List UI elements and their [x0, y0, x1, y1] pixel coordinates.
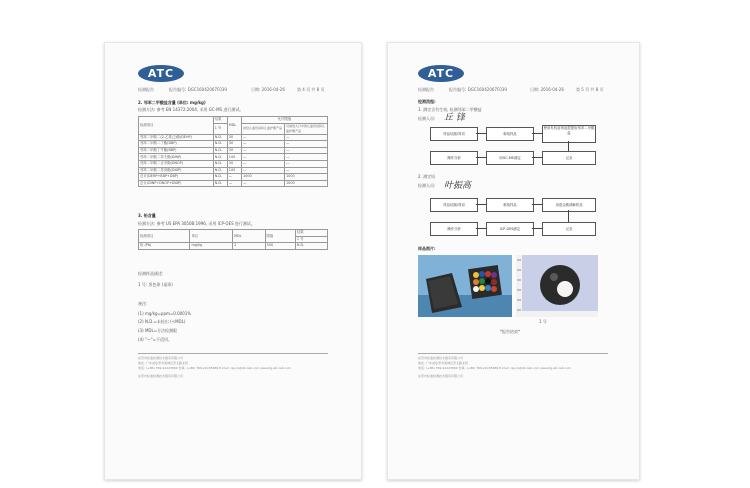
- flow-1-signature: 丘 锋: [444, 113, 465, 123]
- sample-item: 1 号: 黑色球 (桌球): [138, 282, 173, 287]
- col-header-sample: 1 号: [213, 123, 227, 134]
- page-number: 第 4 页 共 8 页: [297, 87, 325, 92]
- flow-2-person: 检测人员:: [418, 183, 436, 188]
- footer-line: 电话: (+86) 769-22223569 传真: (+86) 769-22225689 E-mail: dg-cs@atc-lab.com www.dg-atc-lab.com: [418, 366, 571, 370]
- flow-2-step: 称取样品: [486, 198, 534, 212]
- report-number: 报告编号: DGC16042007F039: [449, 87, 507, 92]
- flow-arrow: [476, 204, 486, 205]
- photo-caption-end: *报告结束*: [500, 329, 520, 334]
- flow-arrow: [532, 204, 542, 205]
- note-line: (4) "—"=不适用。: [138, 337, 172, 342]
- col-header-result: 结果: [213, 117, 227, 124]
- flow-2-step: 用混合酸消解样品: [542, 198, 596, 212]
- flow-arrow: [532, 228, 542, 229]
- table-row: 总计(DINP+DNOP+DIDP) N.D. — — 1000: [139, 180, 328, 187]
- footer-company: 东莞市标准检测技术服务有限公司: [138, 374, 184, 378]
- table-row: 邻苯二甲酸二(2-乙基己)酯(DEHP) N.D. 30 — —: [139, 134, 328, 141]
- table-row: 铅 (Pb) mg/kg 2 300 N.D.: [139, 243, 328, 250]
- notes-label: 备注:: [138, 301, 148, 306]
- table-row: 邻苯二甲酸二丁酯(DBP) N.D. 30 — —: [139, 141, 328, 148]
- footer-company: 东莞市标准检测技术服务有限公司: [418, 374, 464, 378]
- table-row: 邻苯二甲酸二正辛酯(DNOP) N.D. 30 — —: [139, 160, 328, 167]
- flow-2-step: 操作分析: [430, 222, 478, 236]
- note-line: (3) MDL=方法检测限: [138, 328, 178, 333]
- report-date: 日期: 2016-04-26: [530, 87, 564, 92]
- table-row: 邻苯二甲酸二异癸酯(DIDP) N.D. 100 — —: [139, 167, 328, 174]
- col-header-limit-a: 供给儿童玩具和儿童护理产品: [242, 123, 285, 134]
- col-header-item: 检测项目: [139, 117, 214, 135]
- sample-label: 检测样品描述:: [138, 271, 164, 276]
- flow-arrow: [476, 133, 486, 134]
- flow-2-signature: 叶振高: [444, 181, 472, 191]
- table-row: 邻苯二甲酸丁苄酯(BBP) N.D. 30 — —: [139, 147, 328, 154]
- note-line: (2) N.D.=未检出 (<MDL): [138, 319, 186, 324]
- flow-1-step: 记录: [542, 151, 596, 165]
- photo-title: 样品图片:: [418, 246, 436, 251]
- footer-line: 东莞市标准检测技术服务有限公司: [418, 356, 464, 360]
- flow-1-step: 操作分析: [430, 151, 478, 165]
- flow-1-step: 称取样品: [486, 127, 534, 141]
- flow-arrow: [568, 141, 569, 151]
- section-3-title: 3. 铅含量: [138, 213, 156, 218]
- col-header-mdl: MDL: [227, 117, 241, 135]
- flow-1-step: 用GC-MS测定: [486, 151, 534, 165]
- table-row: 总计(DEHP+BBP+DBP) N.D. — 1000 1000: [139, 174, 328, 181]
- table-row: 邻苯二甲酸二异壬酯(DINP) N.D. 100 — —: [139, 154, 328, 161]
- section-3-method: 检测方法: 参考 US EPA 3050B:1996, 采用 ICP-OES 进行测试。: [138, 221, 255, 226]
- page-header-label: 检测报告: [418, 87, 434, 92]
- flow-1-step: 样品切割/剪切: [430, 127, 478, 141]
- section-2-method: 检测方法: 参考 EN 14372:2004, 采用 GC-MS 进行测试。: [138, 107, 244, 112]
- flow-arrow: [476, 157, 486, 158]
- flow-arrow: [568, 210, 569, 222]
- phthalate-table: [138, 116, 328, 187]
- flow-arrow: [476, 228, 486, 229]
- flow-1-step: 使用有机溶剂浸提提取邻苯二甲酸盐: [542, 125, 596, 143]
- col-header-limit-b: 可被放入口中的儿童玩具和儿童护理产品: [285, 123, 328, 134]
- flow-1-person: 检测人员:: [418, 116, 436, 121]
- footer-line: 东莞市标准检测技术服务有限公司: [138, 356, 184, 360]
- footer-line: 地址: 广东省东莞市南城区莞太路北段: [138, 361, 188, 365]
- atc-logo: ATC: [418, 65, 464, 82]
- sample-photo-ball: [516, 255, 598, 317]
- flow-1-title: 1. 测定含有生效, 检测邻苯二甲酸盐: [418, 107, 482, 112]
- flow-2-title: 2. 测定铅: [418, 174, 436, 179]
- flow-2-step: ICP-OES测定: [486, 222, 534, 236]
- section-2-title: 2. 邻苯二甲酸盐含量 (单位: mg/kg): [138, 100, 206, 105]
- footer-rule: [418, 353, 608, 354]
- page-header-label: 检测报告: [138, 87, 154, 92]
- flow-arrow: [532, 133, 542, 134]
- report-date: 日期: 2016-04-26: [251, 87, 285, 92]
- report-page-4: [104, 42, 362, 480]
- flow-2-step: 记录: [542, 222, 596, 236]
- photo-caption: 1 号: [539, 319, 547, 324]
- report-page-5: [387, 42, 640, 480]
- atc-logo: ATC: [138, 65, 184, 82]
- page-number: 第 5 页 共 8 页: [576, 87, 604, 92]
- note-line: (1) mg/kg=ppm=0.0001%: [138, 311, 192, 316]
- footer-line: 地址: 广东省东莞市南城区莞太路北段: [418, 361, 468, 365]
- flow-arrow: [532, 157, 542, 158]
- lead-table: 检测项目 单位 MDL 限值 结果 1 号 铅 (Pb) mg/kg 2 300 N.D.: [138, 229, 328, 250]
- col-header-limit: 允许限值: [242, 117, 328, 124]
- sample-photo-box: [418, 255, 512, 317]
- footer-rule: [138, 353, 328, 354]
- footer-line: 电话: (+86) 769-22223569 传真: (+86) 769-22225689 E-mail: dg-cs@atc-lab.com www.dg-atc-lab.com: [138, 366, 291, 370]
- flow-2-step: 样品切割/剪切: [430, 198, 478, 212]
- flow-title: 检测流程:: [418, 99, 436, 104]
- report-number: 报告编号: DGC16042007F039: [169, 87, 227, 92]
